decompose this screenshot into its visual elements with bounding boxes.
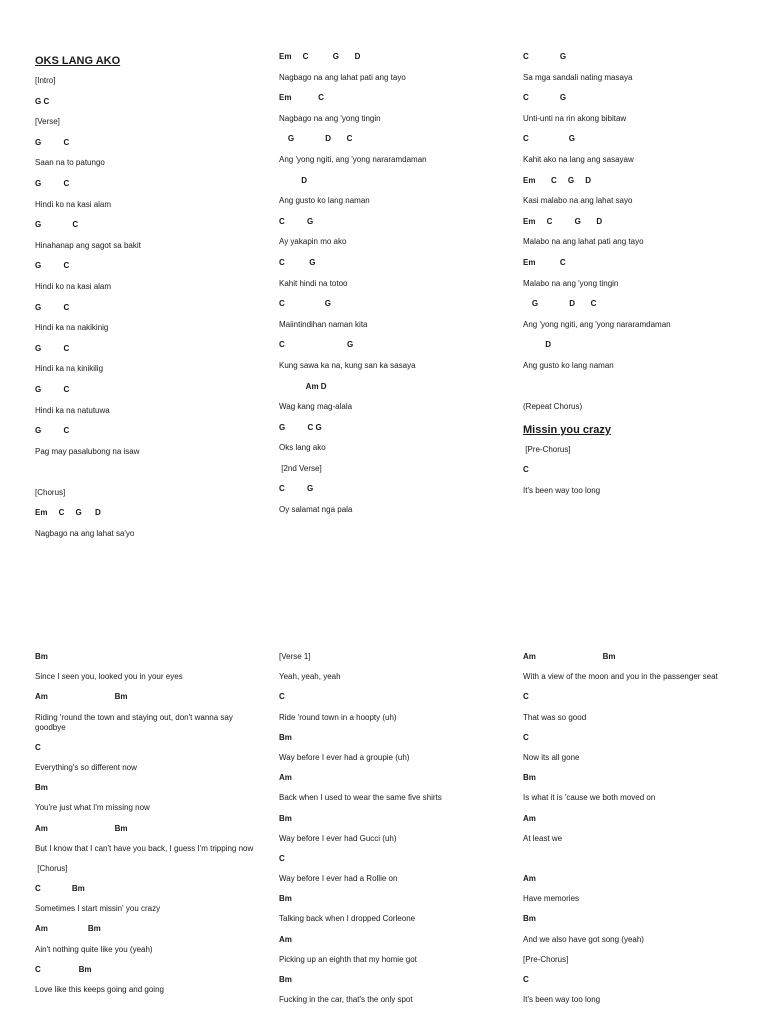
lyric-line: That was so good	[523, 712, 587, 722]
lyrics-column-1	[35, 0, 260, 550]
chord-line: Bm	[35, 652, 48, 661]
lyric-line: Ay yakapin mo ako	[279, 237, 347, 247]
lyric-line: Oy salamat nga pala	[279, 505, 353, 515]
lyric-line: Talking back when I dropped Corleone	[279, 914, 416, 924]
chord-line: Am Bm	[35, 823, 128, 833]
lyric-line: Love like this keeps going and going	[35, 985, 164, 994]
chord-line: G D C	[279, 134, 353, 144]
lyric-line: Everything's so different now	[35, 762, 137, 772]
chord-line: C G	[279, 257, 316, 267]
blank-line	[523, 854, 738, 864]
chord-line: G C	[35, 426, 70, 436]
chord-line: G D C	[523, 299, 597, 309]
lyrics-column-3	[523, 0, 738, 506]
chord-line: Em C	[523, 257, 566, 267]
chord-line: D	[279, 175, 308, 185]
lyric-line: Sa mga sandali nating masaya	[523, 72, 633, 82]
lyric-line: [Intro]	[35, 76, 56, 85]
chord-line: G C	[35, 302, 70, 312]
blank-line	[35, 467, 260, 477]
lyric-line: At least we	[523, 833, 563, 843]
chord-line: Bm	[35, 783, 48, 793]
lyric-line: Ang 'yong ngiti, ang 'yong nararamdaman	[279, 154, 427, 164]
lyric-line: Hindi ko na kasi alam	[35, 199, 112, 209]
lyric-line: Pag may pasalubong na isaw	[35, 446, 140, 456]
song-sheet-page-missin-you-crazy	[0, 640, 768, 1024]
lyric-line: [Verse 1]	[279, 652, 311, 661]
lyric-line: [Pre-Chorus]	[523, 444, 571, 454]
lyric-line: It's been way too long	[523, 485, 601, 495]
lyric-line: Maiintindihan naman kita	[279, 319, 368, 329]
lyric-line: [Pre-Chorus]	[523, 954, 569, 964]
chord-line: C Bm	[35, 884, 85, 894]
chord-line: C	[523, 732, 529, 742]
lyric-line: Nagbago na ang lahat pati ang tayo	[279, 72, 406, 82]
lyric-line: [2nd Verse]	[279, 463, 322, 473]
lyric-line: [Verse]	[35, 117, 60, 127]
lyric-line: Malabo na ang lahat pati ang tayo	[523, 237, 644, 247]
chord-line: C G	[279, 216, 314, 226]
chord-line: Em C G D	[523, 216, 603, 226]
lyric-line: (Repeat Chorus)	[523, 402, 583, 412]
chord-line: C	[523, 975, 529, 984]
lyric-line: Since I seen you, looked you in your eyes	[35, 672, 183, 682]
lyric-line: Ang gusto ko lang naman	[523, 360, 614, 370]
lyrics-column-2	[279, 640, 504, 1015]
chord-line: G C	[35, 137, 70, 147]
lyric-line: You're just what I'm missing now	[35, 803, 150, 813]
chord-line: G C	[35, 220, 79, 230]
lyrics-column-3	[523, 640, 738, 1015]
chord-line: Bm	[523, 773, 536, 783]
chord-line: C G	[523, 52, 567, 61]
chord-line: G C G	[279, 422, 322, 432]
chord-line: C	[279, 692, 285, 702]
lyric-line: Now its all gone	[523, 752, 580, 762]
chord-line: Bm	[523, 914, 536, 924]
chord-line: D	[523, 340, 552, 350]
chord-line: C G	[279, 340, 354, 350]
lyric-line: Back when I used to wear the same five shirts	[279, 793, 442, 803]
lyric-line: Unti-unti na rin akong bibitaw	[523, 113, 627, 123]
chord-line: Em C G D	[35, 508, 101, 518]
lyric-line: Way before I ever had Gucci (uh)	[279, 833, 397, 843]
chord-line: Am	[523, 874, 536, 884]
lyric-line: Oks lang ako	[279, 443, 326, 453]
lyric-line: Malabo na ang 'yong tingin	[523, 278, 619, 288]
lyric-line: Fucking in the car, that's the only spot	[279, 995, 413, 1005]
song-title: OKS LANG AKO	[35, 55, 121, 67]
lyric-line: Nagbago na ang 'yong tingin	[279, 113, 381, 123]
chord-line: C Bm	[35, 964, 92, 974]
chord-line: Em C G D	[279, 52, 361, 61]
chord-line: Am D	[279, 381, 327, 391]
chord-line: C	[35, 742, 41, 752]
lyric-line: Ain't nothing quite like you (yeah)	[35, 944, 153, 954]
lyric-line: Kung sawa ka na, kung san ka sasaya	[279, 360, 416, 370]
lyric-line: Is what it is 'cause we both moved on	[523, 793, 656, 803]
lyric-line: Hindi ka na kinikilig	[35, 364, 104, 374]
lyrics-column-2	[279, 0, 504, 526]
lyric-line: With a view of the moon and you in the passenger seat	[523, 672, 718, 682]
lyric-line: Yeah, yeah, yeah	[279, 672, 341, 682]
chord-line: Em C G D	[523, 175, 592, 185]
lyric-line: [Chorus]	[35, 487, 66, 497]
lyric-line: Kasi malabo na ang lahat sayo	[523, 196, 633, 206]
lyric-line: [Chorus]	[35, 863, 68, 873]
lyric-line: Have memories	[523, 894, 580, 904]
lyric-line: Wag kang mag-alala	[279, 402, 353, 412]
chord-line: Bm	[279, 732, 292, 742]
lyric-line: Riding 'round the town and staying out, don't wanna say goodbye	[35, 712, 236, 732]
song-title: Missin you crazy	[523, 423, 612, 436]
chord-line: G C	[35, 384, 70, 394]
lyric-line: Hindi ko na kasi alam	[35, 281, 112, 291]
lyric-line: Ride 'round town in a hoopty (uh)	[279, 712, 397, 722]
lyric-line: Way before I ever had a Rollie on	[279, 874, 398, 884]
blank-line	[523, 382, 738, 392]
lyric-line: And we also have got song (yeah)	[523, 934, 644, 944]
chord-line: Am Bm	[523, 652, 616, 661]
chord-line: Am	[523, 813, 536, 823]
lyric-line: Hinahanap ang sagot sa bakit	[35, 240, 141, 250]
chord-line: Bm	[279, 813, 292, 823]
lyric-line: Saan na to patungo	[35, 158, 105, 168]
lyric-line: But I know that I can't have you back, I guess I'm tripping now	[35, 843, 254, 853]
lyric-line: Kahit hindi na totoo	[279, 278, 348, 288]
lyric-line: Hindi ka na natutuwa	[35, 405, 110, 415]
lyrics-column-1	[35, 640, 260, 1005]
lyric-line: Ang gusto ko lang naman	[279, 196, 370, 206]
chord-line: G C	[35, 178, 70, 188]
chord-line: C G	[523, 93, 567, 103]
chord-line: C	[523, 465, 529, 475]
chord-line: Am	[279, 773, 292, 783]
chord-line: Am Bm	[35, 692, 128, 702]
chord-line: Am	[279, 934, 292, 944]
chord-line: C G	[523, 134, 576, 144]
chord-line: Am Bm	[35, 924, 101, 934]
chord-line: C	[523, 692, 529, 702]
lyric-line: Way before I ever had a groupie (uh)	[279, 752, 410, 762]
lyric-line: It's been way too long	[523, 995, 601, 1005]
chord-line: C	[279, 853, 285, 863]
lyric-line: Hindi ka na nakikinig	[35, 323, 109, 333]
lyric-line: Picking up an eighth that my homie got	[279, 954, 417, 964]
chord-line: G C	[35, 343, 70, 353]
chord-line: Em C	[279, 93, 324, 103]
lyric-line: Sometimes I start missin' you crazy	[35, 904, 161, 914]
chord-line: Bm	[279, 975, 292, 984]
chord-line: G C	[35, 96, 50, 106]
chord-line: C G	[279, 484, 314, 494]
chord-line: G C	[35, 261, 70, 271]
lyric-line: Nagbago na ang lahat sa'yo	[35, 529, 135, 539]
chord-line: C G	[279, 299, 332, 309]
lyric-line: Kahit ako na lang ang sasayaw	[523, 154, 634, 164]
chord-line: Bm	[279, 894, 292, 904]
lyric-line: Ang 'yong ngiti, ang 'yong nararamdaman	[523, 319, 671, 329]
